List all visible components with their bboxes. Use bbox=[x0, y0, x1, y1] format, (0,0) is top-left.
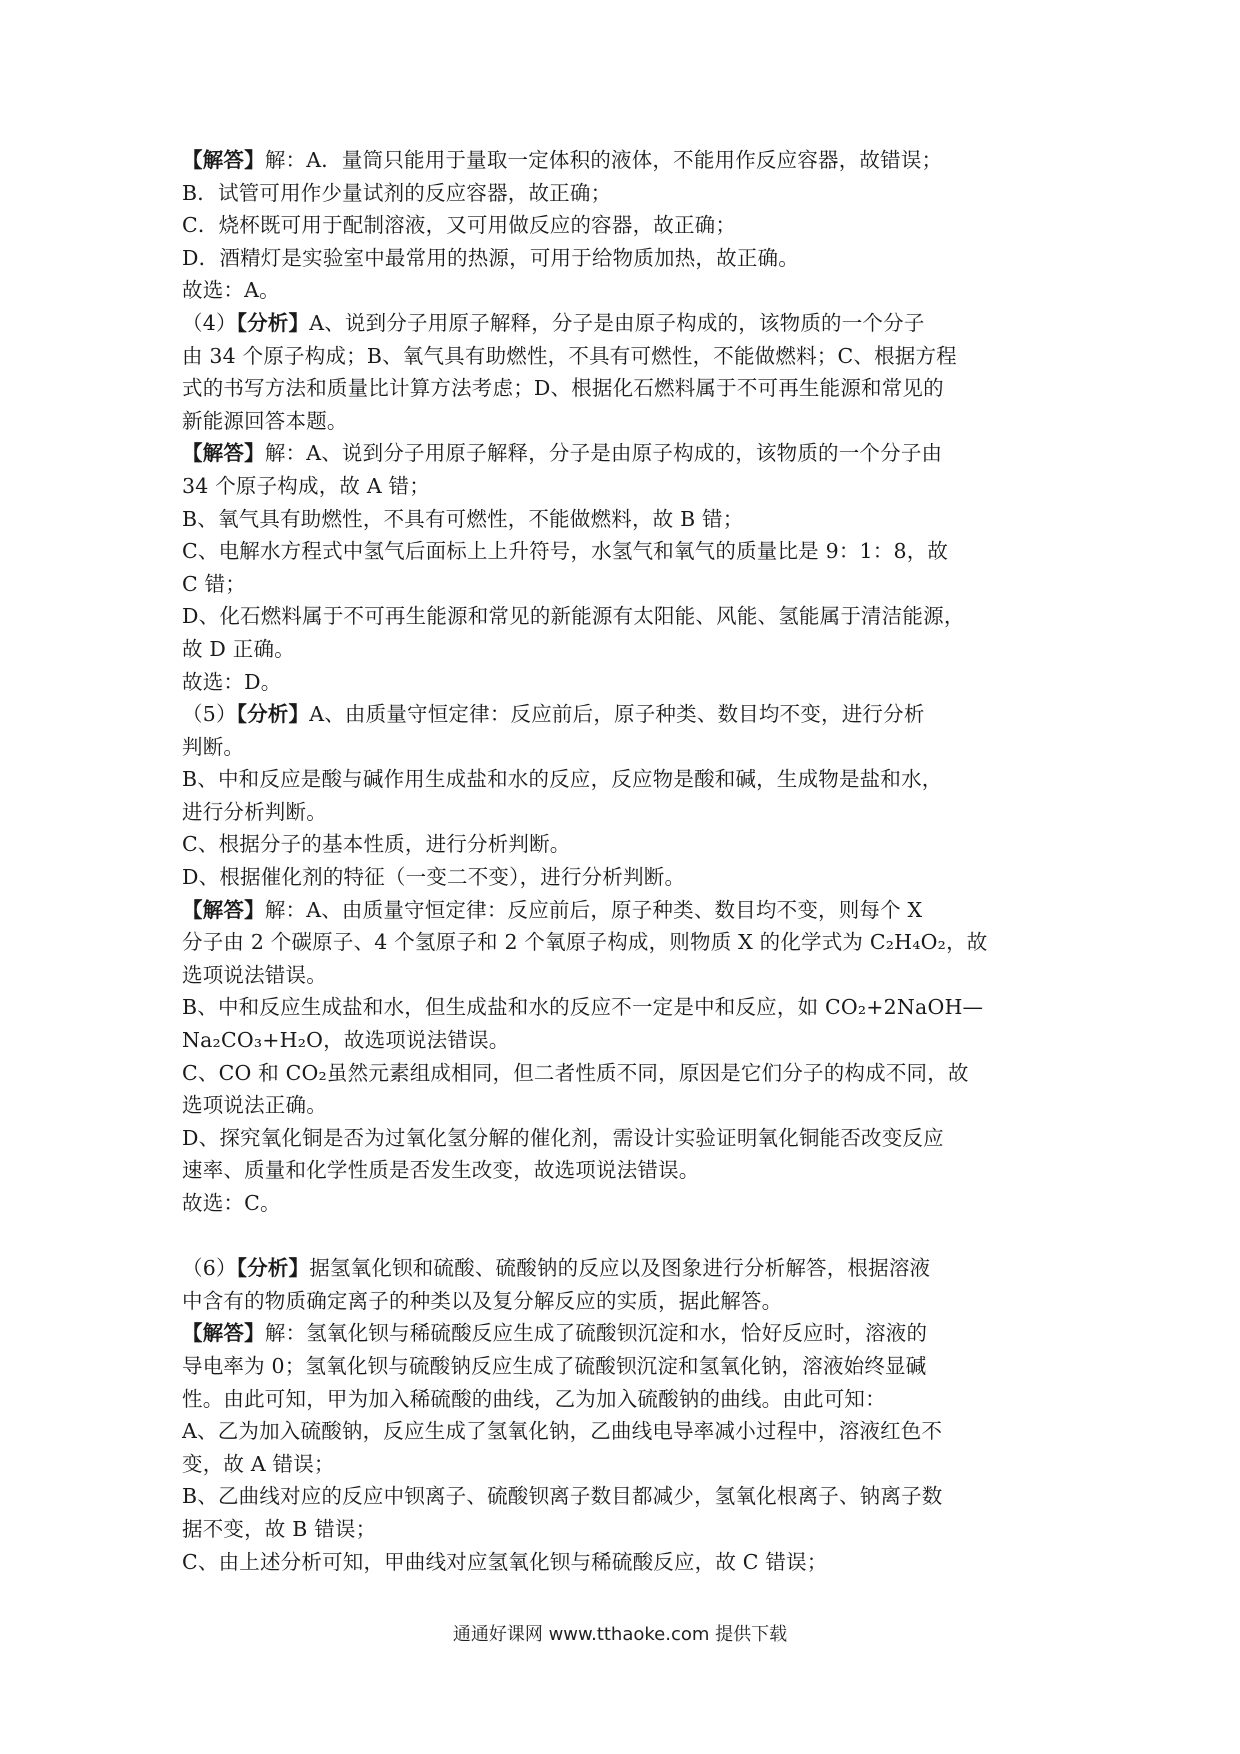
line-text: 判断。 bbox=[182, 734, 245, 759]
text-line bbox=[182, 503, 1058, 536]
line-text: 故选：A。 bbox=[182, 278, 280, 303]
line-text: 据氢氧化钡和硫酸、硫酸钠的反应以及图象进行分析解答，根据溶液 bbox=[309, 1256, 931, 1281]
line-text: A、说到分子用原子解释，分子是由原子构成的，该物质的一个分子 bbox=[309, 310, 925, 335]
line-text: 性。由此可知，甲为加入稀硫酸的曲线，乙为加入硫酸钠的曲线。由此可知： bbox=[182, 1386, 886, 1411]
section-label: 【解答】 bbox=[182, 897, 265, 922]
text-line bbox=[182, 1480, 1058, 1513]
section-label: 【解答】 bbox=[182, 441, 265, 466]
line-text: 故选：C。 bbox=[182, 1191, 281, 1215]
paragraph-gap bbox=[182, 1220, 1058, 1253]
line-text: 解：A、说到分子用原子解释，分子是由原子构成的，该物质的一个分子由 bbox=[264, 441, 943, 466]
text-line bbox=[182, 698, 1058, 731]
text-line bbox=[182, 1252, 1058, 1285]
page-footer: 通通好课网 www.tthaoke.com 提供下载 bbox=[452, 1624, 788, 1645]
line-text: 新能源回答本题。 bbox=[182, 408, 348, 433]
text-line bbox=[182, 470, 1058, 503]
text-line bbox=[182, 959, 1058, 992]
text-line bbox=[182, 828, 1058, 861]
line-text: 式的书写方法和质量比计算方法考虑；D、根据化石燃料属于不可再生能源和常见的 bbox=[182, 376, 944, 401]
text-line bbox=[182, 1546, 1058, 1579]
answer-content bbox=[182, 144, 1058, 1578]
line-text: 进行分析判断。 bbox=[182, 799, 327, 824]
section-label: 【解答】 bbox=[182, 1321, 265, 1346]
line-text: 故 D 正确。 bbox=[182, 636, 295, 661]
text-line bbox=[182, 991, 1058, 1024]
text-line bbox=[182, 666, 1058, 699]
text-line bbox=[182, 763, 1058, 796]
line-text: D、探究氧化铜是否为过氧化氢分解的催化剂，需设计实验证明氧化铜能否改变反应 bbox=[182, 1125, 944, 1150]
text-line bbox=[182, 1513, 1058, 1546]
text-line bbox=[182, 437, 1058, 470]
text-line bbox=[182, 1024, 1058, 1057]
text-line bbox=[182, 1057, 1058, 1090]
text-line bbox=[182, 1089, 1058, 1122]
text-line bbox=[182, 1415, 1058, 1448]
text-line bbox=[182, 535, 1058, 568]
text-line bbox=[182, 600, 1058, 633]
question-number: （4） bbox=[182, 310, 237, 335]
section-label: 【解答】 bbox=[182, 148, 265, 172]
line-text: 选项说法错误。 bbox=[182, 962, 327, 987]
text-line bbox=[182, 1317, 1058, 1350]
line-text: C、CO 和 CO₂虽然元素组成相同，但二者性质不同，原因是它们分子的构成不同，故 bbox=[182, 1060, 969, 1085]
line-text: A、乙为加入硫酸钠，反应生成了氢氧化钠，乙曲线电导率减小过程中，溶液红色不 bbox=[182, 1419, 943, 1444]
line-text: D、化石燃料属于不可再生能源和常见的新能源有太阳能、风能、氢能属于清洁能源， bbox=[182, 604, 965, 629]
line-text: 故选：D。 bbox=[182, 669, 282, 694]
line-text: 中含有的物质确定离子的种类以及复分解反应的实质，据此解答。 bbox=[182, 1288, 783, 1313]
line-text: 解：A、由质量守恒定律：反应前后，原子种类、数目均不变，则每个 X bbox=[264, 897, 923, 922]
section-label: 【分析】 bbox=[236, 702, 310, 727]
line-text: A、由质量守恒定律：反应前后，原子种类、数目均不变，进行分析 bbox=[309, 702, 925, 727]
line-text: C．烧杯既可用于配制溶液，又可用做反应的容器，故正确； bbox=[182, 213, 737, 238]
line-text: 解：氢氧化钡与稀硫酸反应生成了硫酸钡沉淀和水，恰好反应时，溶液的 bbox=[264, 1321, 928, 1346]
line-text: B．试管可用作少量试剂的反应容器，故正确； bbox=[182, 180, 612, 205]
text-line bbox=[182, 144, 1058, 177]
question-number: （6） bbox=[182, 1256, 237, 1281]
text-line bbox=[182, 1285, 1058, 1318]
text-line bbox=[182, 242, 1058, 275]
line-text: B、中和反应生成盐和水，但生成盐和水的反应不一定是中和反应，如 CO₂+2NaOH— bbox=[182, 995, 984, 1020]
text-line bbox=[182, 633, 1058, 666]
line-text: 速率、质量和化学性质是否发生改变，故选项说法错误。 bbox=[182, 1158, 700, 1183]
line-text: B、氧气具有助燃性，不具有可燃性，不能做燃料，故 B 错； bbox=[182, 506, 744, 531]
text-line bbox=[182, 1448, 1058, 1481]
line-text: C、由上述分析可知，甲曲线对应氢氧化钡与稀硫酸反应，故 C 错误； bbox=[182, 1549, 828, 1574]
text-line bbox=[182, 894, 1058, 927]
line-text: B、乙曲线对应的反应中钡离子、硫酸钡离子数目都减少，氢氧化根离子、钠离子数 bbox=[182, 1484, 943, 1509]
text-line bbox=[182, 926, 1058, 959]
text-line bbox=[182, 1122, 1058, 1155]
line-text: 解：A．量筒只能用于量取一定体积的液体，不能用作反应容器，故错误； bbox=[264, 148, 943, 172]
line-text: 34 个原子构成，故 A 错； bbox=[182, 473, 430, 498]
text-line bbox=[182, 372, 1058, 405]
line-text: 选项说法正确。 bbox=[182, 1093, 327, 1118]
text-line bbox=[182, 568, 1058, 601]
line-text: D、根据催化剂的特征（一变二不变），进行分析判断。 bbox=[182, 865, 686, 890]
section-label: 【分析】 bbox=[236, 310, 310, 335]
line-text: D．酒精灯是实验室中最常用的热源，可用于给物质加热，故正确。 bbox=[182, 245, 799, 270]
line-text: 据不变，故 B 错误； bbox=[182, 1516, 377, 1541]
line-text: B、中和反应是酸与碱作用生成盐和水的反应，反应物是酸和碱，生成物是盐和水， bbox=[182, 767, 943, 792]
text-line bbox=[182, 405, 1058, 438]
text-line bbox=[182, 1383, 1058, 1416]
text-line bbox=[182, 861, 1058, 894]
line-text: C、电解水方程式中氢气后面标上上升符号，水氢气和氧气的质量比是 9：1：8，故 bbox=[182, 539, 949, 564]
section-label: 【分析】 bbox=[236, 1256, 310, 1281]
line-text: C 错； bbox=[182, 571, 247, 596]
text-line bbox=[182, 340, 1058, 373]
text-line bbox=[182, 796, 1058, 829]
text-line bbox=[182, 731, 1058, 764]
text-line bbox=[182, 177, 1058, 210]
line-text: C、根据分子的基本性质，进行分析判断。 bbox=[182, 832, 571, 857]
line-text: 分子由 2 个碳原子、4 个氢原子和 2 个氧原子构成，则物质 X 的化学式为 C₂H₄O₂，故 bbox=[182, 930, 988, 955]
line-text: 导电率为 0；氢氧化钡与硫酸钠反应生成了硫酸钡沉淀和氢氧化钠，溶液始终显碱 bbox=[182, 1353, 927, 1378]
text-line bbox=[182, 307, 1058, 340]
question-number: （5） bbox=[182, 702, 237, 727]
text-line bbox=[182, 274, 1058, 307]
line-text: 变，故 A 错误； bbox=[182, 1451, 335, 1476]
line-text: 由 34 个原子构成；B、氧气具有助燃性，不具有可燃性，不能做燃料；C、根据方程 bbox=[182, 343, 957, 368]
text-line bbox=[182, 1187, 1058, 1220]
text-line bbox=[182, 1350, 1058, 1383]
text-line bbox=[182, 1154, 1058, 1187]
line-text: Na₂CO₃+H₂O，故选项说法错误。 bbox=[182, 1028, 510, 1053]
text-line bbox=[182, 209, 1058, 242]
